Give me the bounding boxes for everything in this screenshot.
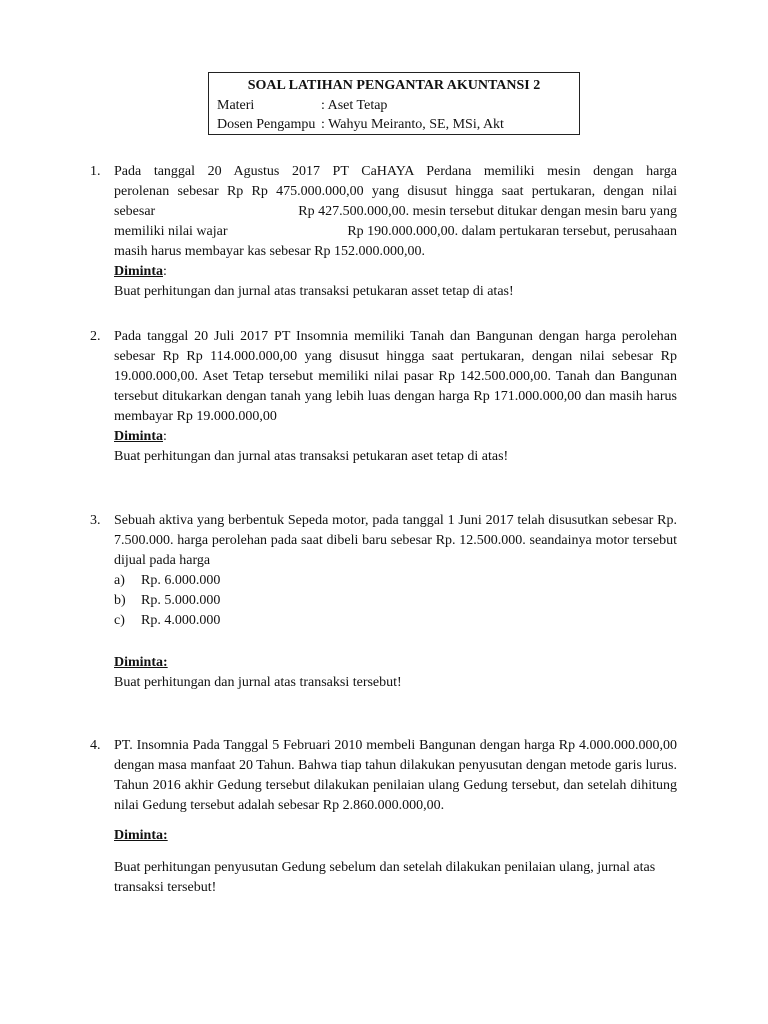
- question-line: [114, 222, 677, 242]
- question-line: perolenan sebesar Rp Rp 475.000.000,00 yang disusut hingga saat pertukaran, dengan nilai: [114, 184, 677, 199]
- header-box: [208, 72, 580, 135]
- question-number: 2.: [90, 329, 101, 344]
- question-body: [114, 736, 677, 898]
- task-text: Buat perhitungan dan jurnal atas transaksi petukaran aset tetap di atas!: [114, 449, 509, 464]
- question-text: PT. Insomnia Pada Tanggal 5 Februari 2010 membeli Bangunan dengan harga Rp 4.000.000.000,00 dengan masa manfaat 20 Tahun. Bahwa tiap tahun dilakukan penyusutan dengan metode garis lurus. Tahun 2016 akhir Gedung tersebut dilakukan penilaian ulang Gedung tersebut, dan setelah dihitung nilai Gedung tersebut adalah sebesar Rp 2.860.000.000,00.: [114, 738, 677, 813]
- spacer: [114, 846, 677, 858]
- question-2: [90, 327, 677, 467]
- spacer: [114, 631, 677, 653]
- diminta-colon: :: [163, 429, 167, 444]
- diminta-label: Diminta: [114, 264, 163, 279]
- question-body: [114, 327, 677, 467]
- line-part: Rp 190.000.000,00. dalam pertukaran tersebut, perusahaan: [347, 224, 677, 239]
- diminta-colon: :: [163, 264, 167, 279]
- document-title: SOAL LATIHAN PENGANTAR AKUNTANSI 2: [247, 78, 541, 93]
- question-body: [114, 511, 677, 693]
- header-label: Dosen Pengampu: [217, 117, 316, 132]
- task-text: Buat perhitungan dan jurnal atas transaksi petukaran asset tetap di atas!: [114, 284, 514, 299]
- task-text: Buat perhitungan dan jurnal atas transaksi tersebut!: [114, 675, 402, 690]
- question-line: masih harus membayar kas sebesar Rp 152.000.000,00.: [114, 244, 426, 259]
- question-4: [90, 736, 677, 898]
- header-value: : Aset Tetap: [321, 98, 388, 113]
- option-value: Rp. 4.000.000: [141, 613, 221, 628]
- question-number: 4.: [90, 738, 101, 753]
- spacer: [114, 816, 677, 826]
- option-a: [114, 571, 677, 591]
- header-row-dosen: [217, 115, 571, 134]
- line-part: memiliki nilai wajar: [114, 224, 228, 239]
- header-row-materi: [217, 96, 571, 115]
- diminta-line: [114, 427, 677, 447]
- option-value: Rp. 6.000.000: [141, 573, 221, 588]
- diminta-label: Diminta:: [114, 655, 168, 670]
- option-c: [114, 611, 677, 631]
- question-text: Pada tanggal 20 Juli 2017 PT Insomnia memiliki Tanah dan Bangunan dengan harga perolehan sebesar Rp Rp 114.000.000,00 yang disusut hingga saat pertukaran, dengan nilai sebesar Rp 19.000.000,00. Aset Tetap tersebut memiliki nilai pasar Rp 142.500.000,00. Tanah dan Bangunan tersebut ditukarkan dengan tanah yang lebih luas dengan harga Rp 171.000.000,00 dan masih harus membayar Rp 19.000.000,00: [114, 329, 677, 424]
- question-line: Pada tanggal 20 Agustus 2017 PT CaHAYA Perdana memiliki mesin dengan harga: [114, 164, 677, 179]
- option-letter: a): [114, 573, 125, 588]
- question-number: 3.: [90, 513, 101, 528]
- line-part: Rp 427.500.000,00. mesin tersebut ditukar dengan mesin baru yang: [298, 204, 677, 219]
- header-label: Materi: [217, 98, 255, 113]
- option-value: Rp. 5.000.000: [141, 593, 221, 608]
- question-text: Sebuah aktiva yang berbentuk Sepeda motor, pada tanggal 1 Juni 2017 telah disusutkan sebesar Rp. 7.500.000. harga perolehan pada saat dibeli baru sebesar Rp. 12.500.000. seandainya motor tersebut dijual pada harga: [114, 513, 677, 568]
- option-b: [114, 591, 677, 611]
- question-1: [90, 162, 677, 302]
- line-part: sebesar: [114, 204, 156, 219]
- question-line: [114, 202, 677, 222]
- task-text: Buat perhitungan penyusutan Gedung sebelum dan setelah dilakukan penilaian ulang, jurnal atas transaksi tersebut!: [114, 860, 656, 895]
- option-letter: c): [114, 613, 125, 628]
- question-3: [90, 511, 677, 693]
- diminta-line: [114, 262, 677, 282]
- question-body: [114, 162, 677, 302]
- option-letter: b): [114, 593, 126, 608]
- diminta-label: Diminta: [114, 429, 163, 444]
- header-value: : Wahyu Meiranto, SE, MSi, Akt: [321, 117, 504, 132]
- question-number: 1.: [90, 164, 101, 179]
- diminta-label: Diminta:: [114, 828, 168, 843]
